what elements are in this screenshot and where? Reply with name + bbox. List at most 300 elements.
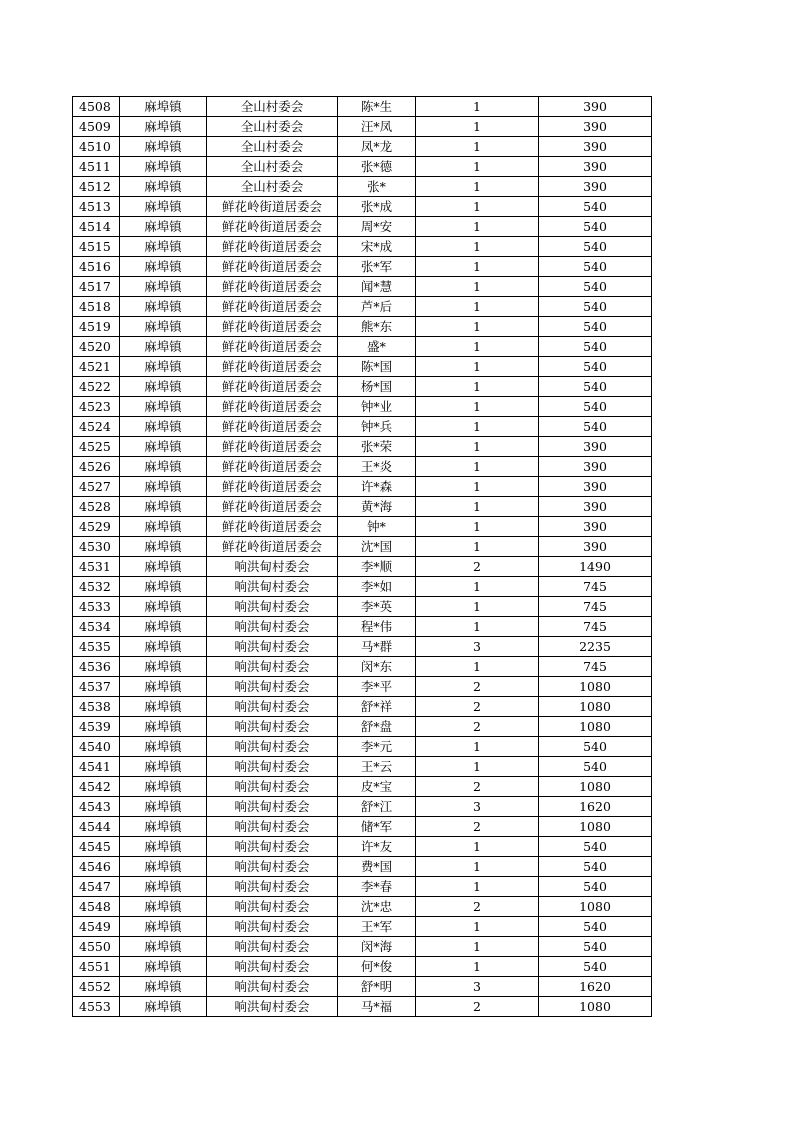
amount-cell: 390: [539, 517, 652, 537]
name-cell: 储*军: [338, 817, 416, 837]
amount-cell: 745: [539, 657, 652, 677]
name-cell: 李*元: [338, 737, 416, 757]
town-cell: 麻埠镇: [120, 637, 207, 657]
row-number-cell: 4514: [73, 217, 120, 237]
table-row: [73, 377, 652, 397]
table-row: [73, 117, 652, 137]
name-cell: 张*成: [338, 197, 416, 217]
row-number-cell: 4542: [73, 777, 120, 797]
amount-cell: 745: [539, 597, 652, 617]
count-cell: 2: [416, 677, 539, 697]
count-cell: 1: [416, 937, 539, 957]
table-body: [73, 97, 652, 1017]
row-number-cell: 4526: [73, 457, 120, 477]
count-cell: 2: [416, 817, 539, 837]
table-row: [73, 757, 652, 777]
row-number-cell: 4525: [73, 437, 120, 457]
name-cell: 张*军: [338, 257, 416, 277]
name-cell: 沈*忠: [338, 897, 416, 917]
committee-cell: 响洪甸村委会: [207, 917, 338, 937]
name-cell: 芦*后: [338, 297, 416, 317]
count-cell: 1: [416, 457, 539, 477]
name-cell: 陈*生: [338, 97, 416, 117]
committee-cell: 响洪甸村委会: [207, 797, 338, 817]
table-row: [73, 517, 652, 537]
count-cell: 1: [416, 137, 539, 157]
committee-cell: 响洪甸村委会: [207, 577, 338, 597]
count-cell: 1: [416, 297, 539, 317]
committee-cell: 鲜花岭街道居委会: [207, 337, 338, 357]
table-row: [73, 777, 652, 797]
count-cell: 1: [416, 417, 539, 437]
count-cell: 1: [416, 617, 539, 637]
amount-cell: 1080: [539, 997, 652, 1017]
row-number-cell: 4531: [73, 557, 120, 577]
count-cell: 2: [416, 697, 539, 717]
table-row: [73, 97, 652, 117]
table-row: [73, 437, 652, 457]
town-cell: 麻埠镇: [120, 997, 207, 1017]
town-cell: 麻埠镇: [120, 977, 207, 997]
name-cell: 马*福: [338, 997, 416, 1017]
committee-cell: 响洪甸村委会: [207, 697, 338, 717]
count-cell: 1: [416, 277, 539, 297]
amount-cell: 1620: [539, 977, 652, 997]
count-cell: 1: [416, 857, 539, 877]
table-row: [73, 357, 652, 377]
row-number-cell: 4545: [73, 837, 120, 857]
town-cell: 麻埠镇: [120, 497, 207, 517]
committee-cell: 鲜花岭街道居委会: [207, 357, 338, 377]
name-cell: 许*森: [338, 477, 416, 497]
table-row: [73, 917, 652, 937]
committee-cell: 鲜花岭街道居委会: [207, 417, 338, 437]
committee-cell: 全山村委会: [207, 137, 338, 157]
committee-cell: 响洪甸村委会: [207, 877, 338, 897]
count-cell: 3: [416, 977, 539, 997]
row-number-cell: 4508: [73, 97, 120, 117]
town-cell: 麻埠镇: [120, 417, 207, 437]
committee-cell: 鲜花岭街道居委会: [207, 517, 338, 537]
town-cell: 麻埠镇: [120, 157, 207, 177]
row-number-cell: 4516: [73, 257, 120, 277]
table-row: [73, 157, 652, 177]
count-cell: 1: [416, 97, 539, 117]
town-cell: 麻埠镇: [120, 117, 207, 137]
name-cell: 马*群: [338, 637, 416, 657]
row-number-cell: 4538: [73, 697, 120, 717]
name-cell: 宋*成: [338, 237, 416, 257]
count-cell: 2: [416, 897, 539, 917]
count-cell: 1: [416, 877, 539, 897]
table-row: [73, 697, 652, 717]
row-number-cell: 4535: [73, 637, 120, 657]
name-cell: 费*国: [338, 857, 416, 877]
amount-cell: 1620: [539, 797, 652, 817]
name-cell: 舒*明: [338, 977, 416, 997]
amount-cell: 540: [539, 317, 652, 337]
town-cell: 麻埠镇: [120, 917, 207, 937]
town-cell: 麻埠镇: [120, 517, 207, 537]
count-cell: 1: [416, 597, 539, 617]
name-cell: 王*炎: [338, 457, 416, 477]
amount-cell: 540: [539, 397, 652, 417]
amount-cell: 390: [539, 117, 652, 137]
amount-cell: 540: [539, 757, 652, 777]
amount-cell: 745: [539, 577, 652, 597]
table-row: [73, 837, 652, 857]
amount-cell: 540: [539, 237, 652, 257]
amount-cell: 540: [539, 857, 652, 877]
table-row: [73, 737, 652, 757]
committee-cell: 响洪甸村委会: [207, 717, 338, 737]
row-number-cell: 4536: [73, 657, 120, 677]
town-cell: 麻埠镇: [120, 757, 207, 777]
table-row: [73, 497, 652, 517]
row-number-cell: 4544: [73, 817, 120, 837]
table-row: [73, 877, 652, 897]
town-cell: 麻埠镇: [120, 357, 207, 377]
table-row: [73, 557, 652, 577]
committee-cell: 鲜花岭街道居委会: [207, 457, 338, 477]
committee-cell: 鲜花岭街道居委会: [207, 437, 338, 457]
row-number-cell: 4510: [73, 137, 120, 157]
amount-cell: 540: [539, 297, 652, 317]
name-cell: 何*俊: [338, 957, 416, 977]
count-cell: 1: [416, 397, 539, 417]
count-cell: 1: [416, 357, 539, 377]
table-row: [73, 397, 652, 417]
table-row: [73, 217, 652, 237]
committee-cell: 响洪甸村委会: [207, 757, 338, 777]
town-cell: 麻埠镇: [120, 477, 207, 497]
row-number-cell: 4517: [73, 277, 120, 297]
committee-cell: 响洪甸村委会: [207, 897, 338, 917]
row-number-cell: 4519: [73, 317, 120, 337]
committee-cell: 鲜花岭街道居委会: [207, 537, 338, 557]
amount-cell: 540: [539, 957, 652, 977]
name-cell: 李*春: [338, 877, 416, 897]
count-cell: 1: [416, 437, 539, 457]
row-number-cell: 4515: [73, 237, 120, 257]
committee-cell: 全山村委会: [207, 177, 338, 197]
name-cell: 李*顺: [338, 557, 416, 577]
town-cell: 麻埠镇: [120, 277, 207, 297]
committee-cell: 鲜花岭街道居委会: [207, 497, 338, 517]
town-cell: 麻埠镇: [120, 437, 207, 457]
count-cell: 2: [416, 557, 539, 577]
table-row: [73, 137, 652, 157]
count-cell: 1: [416, 497, 539, 517]
town-cell: 麻埠镇: [120, 557, 207, 577]
town-cell: 麻埠镇: [120, 577, 207, 597]
count-cell: 2: [416, 777, 539, 797]
committee-cell: 鲜花岭街道居委会: [207, 277, 338, 297]
table-row: [73, 577, 652, 597]
row-number-cell: 4520: [73, 337, 120, 357]
name-cell: 凤*龙: [338, 137, 416, 157]
table-row: [73, 997, 652, 1017]
name-cell: 沈*国: [338, 537, 416, 557]
committee-cell: 响洪甸村委会: [207, 617, 338, 637]
data-table: [72, 96, 652, 1017]
name-cell: 张*德: [338, 157, 416, 177]
committee-cell: 鲜花岭街道居委会: [207, 397, 338, 417]
amount-cell: 540: [539, 257, 652, 277]
town-cell: 麻埠镇: [120, 777, 207, 797]
amount-cell: 390: [539, 157, 652, 177]
amount-cell: 540: [539, 197, 652, 217]
town-cell: 麻埠镇: [120, 177, 207, 197]
committee-cell: 鲜花岭街道居委会: [207, 257, 338, 277]
count-cell: 2: [416, 997, 539, 1017]
town-cell: 麻埠镇: [120, 537, 207, 557]
name-cell: 闵*海: [338, 937, 416, 957]
row-number-cell: 4534: [73, 617, 120, 637]
row-number-cell: 4521: [73, 357, 120, 377]
row-number-cell: 4549: [73, 917, 120, 937]
town-cell: 麻埠镇: [120, 657, 207, 677]
row-number-cell: 4541: [73, 757, 120, 777]
town-cell: 麻埠镇: [120, 337, 207, 357]
committee-cell: 响洪甸村委会: [207, 857, 338, 877]
town-cell: 麻埠镇: [120, 897, 207, 917]
name-cell: 王*云: [338, 757, 416, 777]
town-cell: 麻埠镇: [120, 937, 207, 957]
table-row: [73, 277, 652, 297]
committee-cell: 鲜花岭街道居委会: [207, 217, 338, 237]
amount-cell: 1080: [539, 697, 652, 717]
table-row: [73, 337, 652, 357]
row-number-cell: 4509: [73, 117, 120, 137]
amount-cell: 1080: [539, 897, 652, 917]
count-cell: 1: [416, 237, 539, 257]
amount-cell: 1490: [539, 557, 652, 577]
row-number-cell: 4540: [73, 737, 120, 757]
row-number-cell: 4553: [73, 997, 120, 1017]
town-cell: 麻埠镇: [120, 457, 207, 477]
table-row: [73, 957, 652, 977]
committee-cell: 鲜花岭街道居委会: [207, 237, 338, 257]
table-row: [73, 797, 652, 817]
name-cell: 钟*业: [338, 397, 416, 417]
name-cell: 盛*: [338, 337, 416, 357]
table-row: [73, 537, 652, 557]
name-cell: 张*荣: [338, 437, 416, 457]
row-number-cell: 4533: [73, 597, 120, 617]
town-cell: 麻埠镇: [120, 217, 207, 237]
committee-cell: 响洪甸村委会: [207, 677, 338, 697]
table-row: [73, 937, 652, 957]
committee-cell: 响洪甸村委会: [207, 937, 338, 957]
amount-cell: 390: [539, 437, 652, 457]
table-row: [73, 617, 652, 637]
amount-cell: 390: [539, 537, 652, 557]
committee-cell: 响洪甸村委会: [207, 557, 338, 577]
town-cell: 麻埠镇: [120, 837, 207, 857]
table-row: [73, 237, 652, 257]
table-row: [73, 477, 652, 497]
committee-cell: 响洪甸村委会: [207, 657, 338, 677]
count-cell: 3: [416, 637, 539, 657]
name-cell: 张*: [338, 177, 416, 197]
count-cell: 1: [416, 917, 539, 937]
committee-cell: 响洪甸村委会: [207, 597, 338, 617]
town-cell: 麻埠镇: [120, 137, 207, 157]
town-cell: 麻埠镇: [120, 197, 207, 217]
name-cell: 舒*江: [338, 797, 416, 817]
name-cell: 陈*国: [338, 357, 416, 377]
table-row: [73, 597, 652, 617]
committee-cell: 响洪甸村委会: [207, 837, 338, 857]
name-cell: 熊*东: [338, 317, 416, 337]
committee-cell: 响洪甸村委会: [207, 997, 338, 1017]
count-cell: 1: [416, 477, 539, 497]
amount-cell: 540: [539, 417, 652, 437]
name-cell: 钟*: [338, 517, 416, 537]
table-row: [73, 457, 652, 477]
table-row: [73, 197, 652, 217]
row-number-cell: 4539: [73, 717, 120, 737]
town-cell: 麻埠镇: [120, 717, 207, 737]
row-number-cell: 4547: [73, 877, 120, 897]
count-cell: 1: [416, 757, 539, 777]
amount-cell: 540: [539, 357, 652, 377]
count-cell: 1: [416, 957, 539, 977]
town-cell: 麻埠镇: [120, 617, 207, 637]
name-cell: 周*安: [338, 217, 416, 237]
name-cell: 舒*祥: [338, 697, 416, 717]
count-cell: 1: [416, 257, 539, 277]
table-row: [73, 977, 652, 997]
row-number-cell: 4512: [73, 177, 120, 197]
committee-cell: 全山村委会: [207, 97, 338, 117]
row-number-cell: 4530: [73, 537, 120, 557]
row-number-cell: 4524: [73, 417, 120, 437]
table-row: [73, 257, 652, 277]
table-row: [73, 677, 652, 697]
committee-cell: 全山村委会: [207, 157, 338, 177]
row-number-cell: 4522: [73, 377, 120, 397]
town-cell: 麻埠镇: [120, 257, 207, 277]
count-cell: 2: [416, 717, 539, 737]
town-cell: 麻埠镇: [120, 97, 207, 117]
name-cell: 汪*凤: [338, 117, 416, 137]
count-cell: 1: [416, 517, 539, 537]
amount-cell: 540: [539, 277, 652, 297]
count-cell: 1: [416, 577, 539, 597]
count-cell: 1: [416, 117, 539, 137]
count-cell: 3: [416, 797, 539, 817]
town-cell: 麻埠镇: [120, 677, 207, 697]
committee-cell: 鲜花岭街道居委会: [207, 377, 338, 397]
committee-cell: 鲜花岭街道居委会: [207, 317, 338, 337]
row-number-cell: 4552: [73, 977, 120, 997]
table-row: [73, 657, 652, 677]
count-cell: 1: [416, 377, 539, 397]
table-row: [73, 417, 652, 437]
committee-cell: 全山村委会: [207, 117, 338, 137]
name-cell: 皮*宝: [338, 777, 416, 797]
name-cell: 程*伟: [338, 617, 416, 637]
amount-cell: 540: [539, 737, 652, 757]
row-number-cell: 4528: [73, 497, 120, 517]
name-cell: 闵*东: [338, 657, 416, 677]
town-cell: 麻埠镇: [120, 857, 207, 877]
committee-cell: 响洪甸村委会: [207, 637, 338, 657]
town-cell: 麻埠镇: [120, 817, 207, 837]
amount-cell: 540: [539, 377, 652, 397]
town-cell: 麻埠镇: [120, 597, 207, 617]
committee-cell: 响洪甸村委会: [207, 737, 338, 757]
count-cell: 1: [416, 737, 539, 757]
name-cell: 李*如: [338, 577, 416, 597]
row-number-cell: 4518: [73, 297, 120, 317]
name-cell: 许*友: [338, 837, 416, 857]
committee-cell: 响洪甸村委会: [207, 777, 338, 797]
amount-cell: 540: [539, 337, 652, 357]
row-number-cell: 4550: [73, 937, 120, 957]
amount-cell: 540: [539, 837, 652, 857]
amount-cell: 1080: [539, 677, 652, 697]
committee-cell: 鲜花岭街道居委会: [207, 477, 338, 497]
name-cell: 黄*海: [338, 497, 416, 517]
town-cell: 麻埠镇: [120, 797, 207, 817]
row-number-cell: 4548: [73, 897, 120, 917]
name-cell: 钟*兵: [338, 417, 416, 437]
name-cell: 李*英: [338, 597, 416, 617]
table-row: [73, 857, 652, 877]
town-cell: 麻埠镇: [120, 237, 207, 257]
amount-cell: 1080: [539, 817, 652, 837]
town-cell: 麻埠镇: [120, 297, 207, 317]
name-cell: 王*军: [338, 917, 416, 937]
name-cell: 杨*国: [338, 377, 416, 397]
count-cell: 1: [416, 337, 539, 357]
table-row: [73, 297, 652, 317]
committee-cell: 响洪甸村委会: [207, 977, 338, 997]
row-number-cell: 4532: [73, 577, 120, 597]
committee-cell: 响洪甸村委会: [207, 957, 338, 977]
committee-cell: 鲜花岭街道居委会: [207, 297, 338, 317]
amount-cell: 390: [539, 477, 652, 497]
town-cell: 麻埠镇: [120, 737, 207, 757]
amount-cell: 390: [539, 137, 652, 157]
count-cell: 1: [416, 177, 539, 197]
amount-cell: 540: [539, 917, 652, 937]
count-cell: 1: [416, 217, 539, 237]
town-cell: 麻埠镇: [120, 877, 207, 897]
committee-cell: 鲜花岭街道居委会: [207, 197, 338, 217]
amount-cell: 540: [539, 217, 652, 237]
town-cell: 麻埠镇: [120, 317, 207, 337]
count-cell: 1: [416, 197, 539, 217]
town-cell: 麻埠镇: [120, 397, 207, 417]
amount-cell: 390: [539, 177, 652, 197]
table-row: [73, 817, 652, 837]
table-row: [73, 637, 652, 657]
name-cell: 李*平: [338, 677, 416, 697]
count-cell: 1: [416, 657, 539, 677]
count-cell: 1: [416, 837, 539, 857]
town-cell: 麻埠镇: [120, 957, 207, 977]
row-number-cell: 4523: [73, 397, 120, 417]
amount-cell: 540: [539, 877, 652, 897]
town-cell: 麻埠镇: [120, 377, 207, 397]
amount-cell: 1080: [539, 777, 652, 797]
count-cell: 1: [416, 157, 539, 177]
amount-cell: 390: [539, 457, 652, 477]
